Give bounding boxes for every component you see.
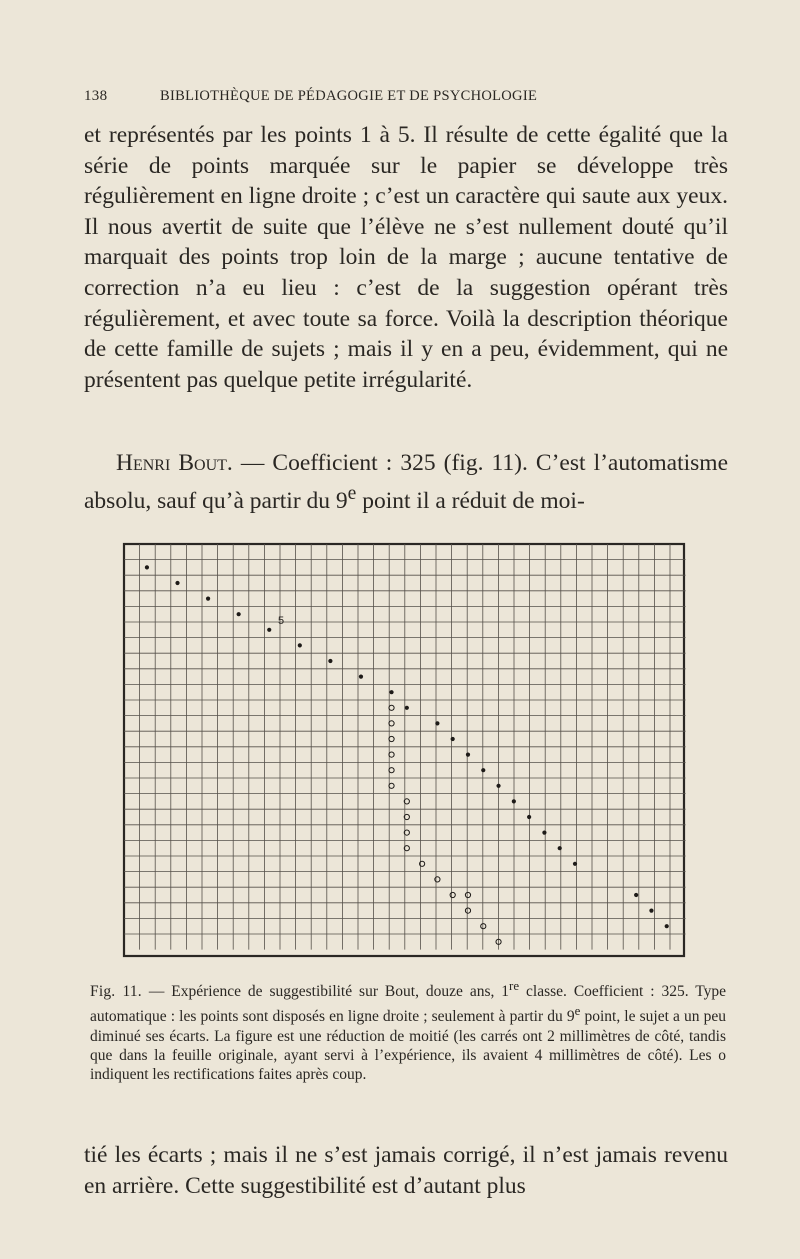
figure-caption (90, 976, 726, 1084)
paragraph-2-part1: — Coefficient : 325 (fig. 11). C’est l’automatisme absolu, sauf qu’à partir du 9 (84, 450, 729, 514)
paragraph-3 (84, 1140, 728, 1201)
open-point (389, 736, 394, 741)
filled-point (481, 768, 485, 772)
caption-text-2: classe. Coefficient : 325. Type automatique : les points sont disposés en ligne droite ; seulement à partir du 9 (90, 983, 726, 1026)
filled-point (466, 753, 470, 757)
paragraph-2 (84, 448, 728, 516)
filled-point (451, 737, 455, 741)
filled-point (145, 565, 149, 569)
paragraph-2-text (84, 448, 728, 516)
open-point (389, 705, 394, 710)
filled-point (389, 690, 393, 694)
caption-sup-2: e (574, 1003, 581, 1019)
open-point (450, 892, 455, 897)
filled-point (267, 628, 271, 632)
filled-point (175, 581, 179, 585)
filled-point (496, 784, 500, 788)
caption-text-3: point, le sujet a un peu diminué ses écarts. La figure est une réduction de moitié (les carrés ont 2 millimètres de côté, tandis que dans la feuille originale, ayant servi à l’expérience, ils avaient 4 millimètres de côté). Les o indiquent les rectifications faites après coup. (90, 1008, 726, 1084)
open-point (435, 877, 440, 882)
filled-point (634, 893, 638, 897)
open-point (465, 908, 470, 913)
point-5-label: 5 (278, 615, 285, 627)
filled-point (542, 831, 546, 835)
subject-name: Henri Bout. (116, 450, 233, 476)
page-number: 138 (84, 88, 108, 104)
paragraph-2-part2: point il a réduit de moi- (356, 487, 585, 514)
caption-text-1: — Expérience de suggestibilité sur Bout, douze ans, 1 (141, 983, 510, 1001)
open-point (481, 924, 486, 929)
open-point (465, 892, 470, 897)
open-point (389, 783, 394, 788)
paragraph-1-text: et représentés par les points 1 à 5. Il résulte de cette égalité que la série de points marquée sur le papier se développe très régulièrement en ligne droite ; c’est un caractère qui saute aux yeux. Il nous avertit de suite que l’élève ne s’est nullement douté qu’il marquait des points trop loin de la marge ; aucune tentative de correction n’a eu lieu : c’est de la suggestion opérant très régulièrement, et avec toute sa force. Voilà la description théorique de cette famille de sujets ; mais il y en a peu, évidemment, qui ne présentent pas quelque petite irrégularité. (84, 122, 728, 393)
filled-point (206, 597, 210, 601)
caption-label: Fig. 11. (90, 983, 142, 1001)
filled-point (558, 846, 562, 850)
paragraph-1 (84, 120, 728, 395)
open-point (389, 721, 394, 726)
filled-point (665, 924, 669, 928)
filled-point (237, 612, 241, 616)
filled-point (649, 909, 653, 913)
filled-point (405, 706, 409, 710)
running-header (84, 88, 724, 112)
open-point (389, 768, 394, 773)
running-title: BIBLIOTHÈQUE DE PÉDAGOGIE ET DE PSYCHOLOGIE (160, 88, 538, 104)
paragraph-3-text: tié les écarts ; mais il ne s’est jamais corrigé, il n’est jamais revenu en arrière. Cette suggestibilité est d’autant plus (84, 1142, 728, 1199)
ordinal-sup: e (347, 482, 357, 504)
filled-point (573, 862, 577, 866)
filled-point (512, 799, 516, 803)
filled-point (359, 675, 363, 679)
figure-border (124, 544, 684, 956)
filled-point (298, 643, 302, 647)
filled-point (435, 721, 439, 725)
figure-11 (112, 536, 692, 964)
filled-point (527, 815, 531, 819)
dot-grid-figure (112, 536, 692, 964)
open-point (389, 752, 394, 757)
caption-sup-1: re (509, 978, 520, 993)
filled-point (328, 659, 332, 663)
grid-lines (124, 544, 686, 950)
